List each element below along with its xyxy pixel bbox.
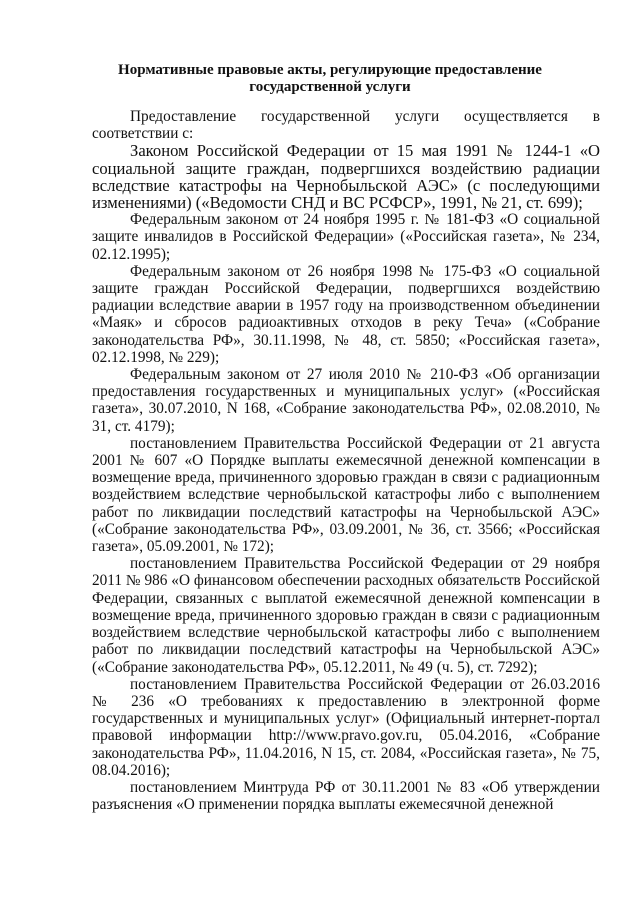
title-line-1: Нормативные правовые акты, регулирующие предоставление — [118, 62, 542, 78]
legal-act-item: Федеральным законом от 24 ноября 1995 г. № 181-ФЗ «О социальной защите инвалидов в Российской Федерации» («Российская газета», № 234, 02.12.1995); — [92, 211, 600, 263]
legal-act-item: постановлением Минтруда РФ от 30.11.2001 № 83 «Об утверждении разъяснения «О применении порядка выплаты ежемесячной денежной — [92, 778, 600, 814]
title-line-2: государственной услуги — [249, 79, 411, 95]
legal-act-item: постановлением Правительства Российской Федерации от 21 августа 2001 № 607 «О Порядке выплаты ежемесячной денежной компенсации в возмещение вреда, причиненного здоровью граждан в связи с радиационным воздействием вследствие чернобыльской катастрофы либо с выполнением работ по ликвидации последствий катастрофы на Чернобыльской АЭС» («Собрание законодательства РФ», 03.09.2001, № 36, ст. 3566; «Российская газета», 05.09.2001, № 172); — [92, 434, 600, 556]
legal-act-item: Федеральным законом от 26 ноября 1998 № 175-ФЗ «О социальной защите граждан Российской Федерации, подвергшихся воздействию радиации вследствие аварии в 1957 году на производственном объединении «Маяк» и сбросов радиоактивных отходов в реку Теча» («Собрание законодательства РФ», 30.11.1998, № 48, ст. 5850; «Российская газета», 02.12.1998, № 229); — [92, 262, 600, 366]
intro-paragraph: Предоставление государственной услуги осуществляется в соответствии с: — [92, 108, 600, 143]
page-title — [90, 62, 570, 96]
document-body — [92, 108, 600, 813]
legal-act-item: Законом Российской Федерации от 15 мая 1991 № 1244-1 «О социальной защите граждан, подвергшихся воздействию радиации вследствие катастрофы на Чернобыльской АЭС» (с последующими изменениями) («Ведомости СНД и ВС РСФСР», 1991, № 21, ст. 699); — [92, 141, 600, 213]
legal-act-item: Федеральным законом от 27 июля 2010 № 210-ФЗ «Об организации предоставления государственных и муниципальных услуг» («Российская газета», 30.07.2010, N 168, «Собрание законодательства РФ», 02.08.2010, № 31, ст. 4179); — [92, 366, 600, 435]
legal-act-item: постановлением Правительства Российской Федерации от 29 ноября 2011 № 986 «О финансовом обеспечении расходных обязательств Российской Федерации, связанных с выплатой ежемесячной денежной компенсации в возмещение вреда, причиненного здоровью граждан в связи с радиационным воздействием вследствие чернобыльской катастрофы либо с выполнением работ по ликвидации последствий катастрофы на Чернобыльской АЭС» («Собрание законодательства РФ», 05.12.2011, № 49 (ч. 5), ст. 7292); — [92, 555, 600, 676]
legal-act-item: постановлением Правительства Российской Федерации от 26.03.2016 № 236 «О требованиях к предоставлению в электронной форме государственных и муниципальных услуг» (Официальный интернет-портал правовой информации http://www.pravo.gov.ru, 05.04.2016, «Собрание законодательства РФ», 11.04.2016, N 15, ст. 2084, «Российская газета», № 75, 08.04.2016); — [92, 675, 600, 779]
